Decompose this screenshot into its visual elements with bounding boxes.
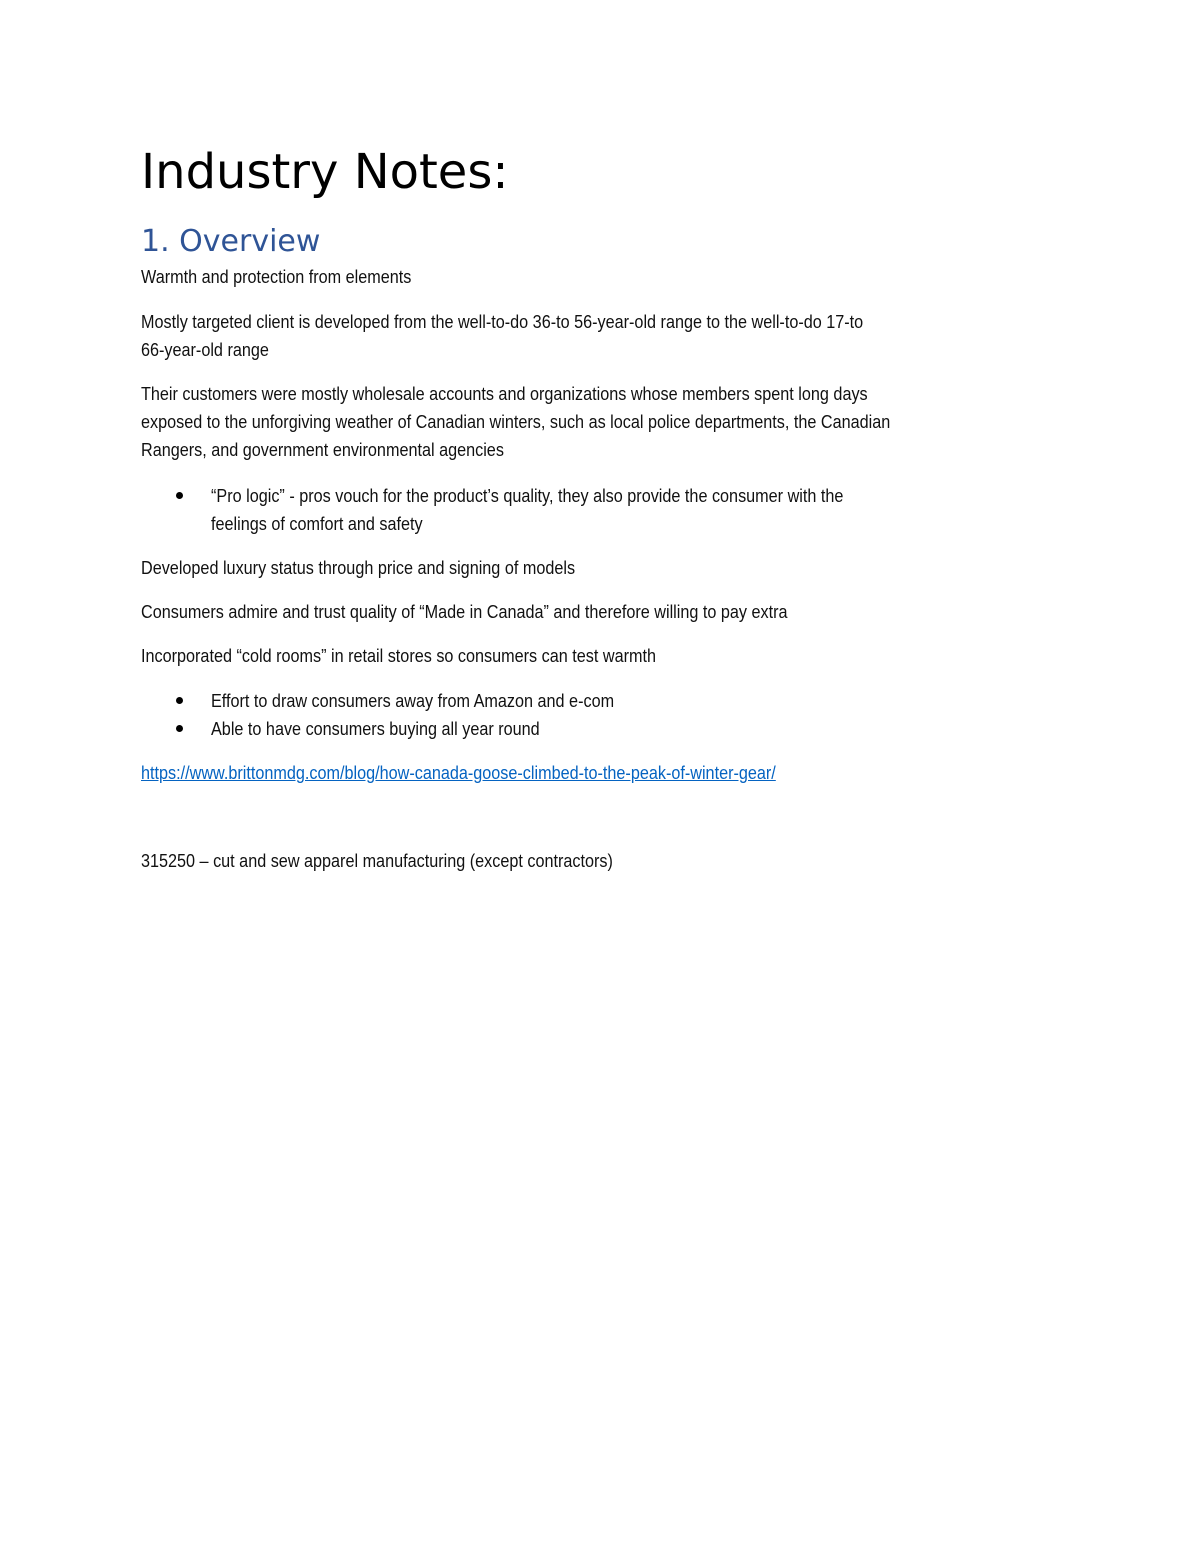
bullet-item: feelings of comfort and safety: [211, 514, 423, 534]
bullet-icon: [176, 725, 183, 732]
paragraph: Warmth and protection from elements: [141, 267, 412, 287]
paragraph: Rangers, and government environmental agencies: [141, 440, 504, 460]
bullet-item: Effort to draw consumers away from Amazon and e-com: [211, 691, 615, 711]
paragraph: exposed to the unforgiving weather of Canadian winters, such as local police departments, the Canadian: [141, 412, 891, 432]
section-heading-overview: 1. Overview: [141, 224, 321, 259]
paragraph: Incorporated “cold rooms” in retail stores so consumers can test warmth: [141, 646, 657, 666]
bullet-icon: [176, 697, 183, 704]
document-title: Industry Notes:: [141, 144, 509, 200]
paragraph: Their customers were mostly wholesale accounts and organizations whose members spent long days: [141, 384, 868, 404]
paragraph: Consumers admire and trust quality of “Made in Canada” and therefore willing to pay extra: [141, 602, 788, 622]
bullet-icon: [176, 492, 183, 499]
paragraph: Developed luxury status through price and signing of models: [141, 558, 576, 578]
paragraph-naics-code: 315250 – cut and sew apparel manufacturing (except contractors): [141, 851, 613, 871]
paragraph: 66-year-old range: [141, 340, 269, 360]
bullet-item: “Pro logic” - pros vouch for the product’s quality, they also provide the consumer with the: [211, 486, 844, 506]
paragraph: Mostly targeted client is developed from the well-to-do 36-to 56-year-old range to the well-to-do 17-to: [141, 312, 864, 332]
source-link[interactable]: https://www.brittonmdg.com/blog/how-canada-goose-climbed-to-the-peak-of-winter-gear/: [141, 763, 776, 783]
bullet-item: Able to have consumers buying all year round: [211, 719, 540, 739]
